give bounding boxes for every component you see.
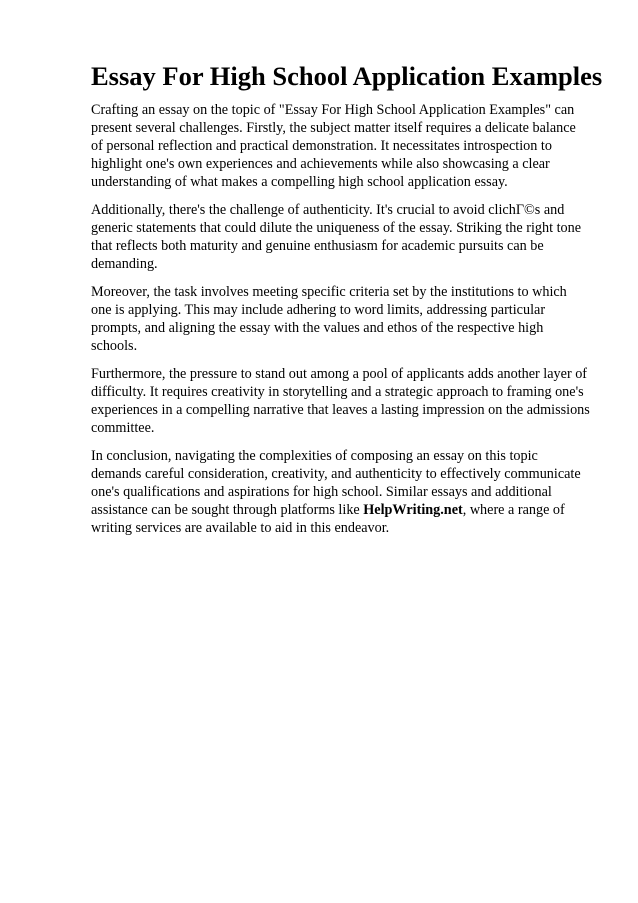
paragraph-criteria: Moreover, the task involves meeting specific criteria set by the institutions to which one is applying. This may include adhering to word limits, addressing particular prompts, and aligning the essay with the values and ethos of the respective high schools. <box>91 284 567 354</box>
conclusion-text-before: In conclusion, navigating the complexities of composing an essay on this topic demands careful consideration, creativity, and authenticity to effectively communicate one's qualifications and aspirations for high school. Similar essays and additional assistance can be sought through platforms like <box>91 448 581 518</box>
helpwriting-link[interactable]: HelpWriting.net <box>363 502 463 518</box>
paragraph-intro: Crafting an essay on the topic of "Essay For High School Application Examples" can present several challenges. Firstly, the subject matter itself requires a delicate balance of personal reflection and practical demonstration. It necessitates introspection to highlight one's own experiences and achievements while also showcasing a clear understanding of what makes a compelling high school application essay. <box>91 102 576 190</box>
paragraph-pressure: Furthermore, the pressure to stand out among a pool of applicants adds another layer of difficulty. It requires creativity in storytelling and a strategic approach to framing one's experiences in a compelling narrative that leaves a lasting impression on the admissions committee. <box>91 366 590 436</box>
paragraph-conclusion <box>91 447 590 537</box>
paragraph-authenticity: Additionally, there's the challenge of authenticity. It's crucial to avoid clichГ©s and generic statements that could dilute the uniqueness of the essay. Striking the right tone that reflects both maturity and genuine enthusiasm for academic pursuits can be demanding. <box>91 202 582 272</box>
conclusion-text-after: , where a range of writing services are available to aid in this endeavor. <box>91 502 565 536</box>
document-title: Essay For High School Application Examples <box>91 61 603 91</box>
